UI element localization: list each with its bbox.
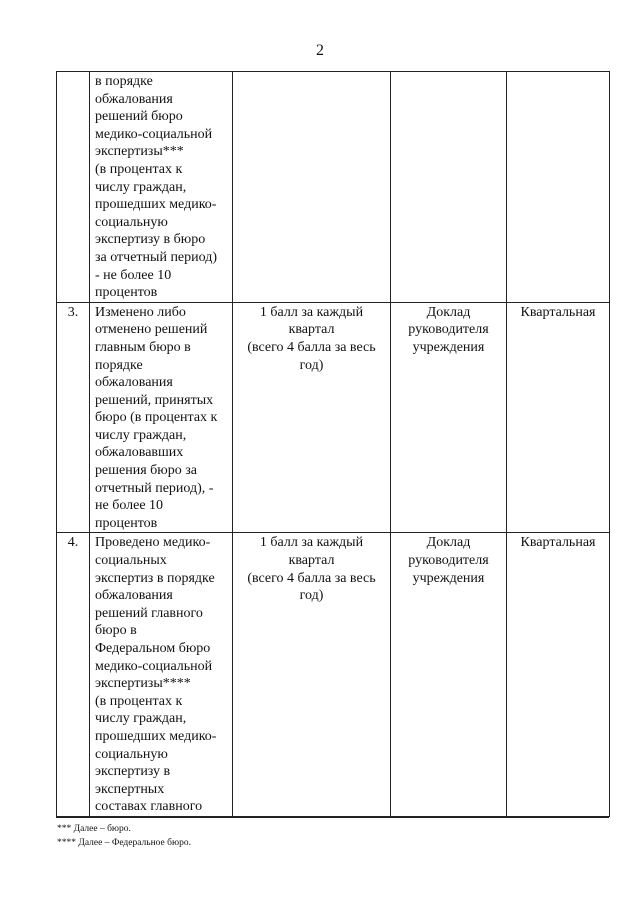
indicator-text-line: (в процентах к — [95, 161, 183, 177]
indicator-text-line: Федеральном бюро — [95, 641, 211, 656]
indicator-text-line: решения бюро за — [95, 463, 197, 479]
indicator-text-line: Изменено либо — [95, 304, 186, 320]
indicator-text-line: отменено решений — [95, 322, 208, 338]
score-text-line: квартал — [288, 322, 335, 338]
indicator-cell — [90, 533, 233, 817]
row-number-cell — [57, 72, 90, 303]
indicator-text-line: бюро (в процентах к — [95, 410, 218, 426]
indicator-text-line: медико-социальной — [95, 658, 213, 674]
table-row — [57, 72, 610, 303]
source-text-line: руководителя — [408, 322, 489, 338]
indicators-table — [56, 71, 610, 817]
indicator-text-line: составах главного — [95, 799, 203, 815]
indicator-text-line: процентов — [95, 515, 158, 531]
score-text-line: (всего 4 балла за весь — [247, 339, 376, 355]
indicator-text-line: бюро в — [95, 623, 137, 639]
period-cell — [507, 302, 610, 533]
source-text-line: учреждения — [412, 570, 485, 586]
indicator-text-line: прошедших медико- — [95, 728, 217, 744]
score-cell — [233, 533, 391, 817]
indicator-text-line: Проведено медико- — [95, 535, 211, 551]
score-text-line: квартал — [288, 553, 335, 569]
indicator-text-line: экспертизу в — [95, 764, 171, 780]
indicator-text-line: главным бюро в — [95, 339, 191, 355]
indicator-text-line: экспертизу в бюро — [95, 232, 206, 248]
row-number: 3. — [67, 304, 79, 320]
indicator-text-line: - не более 10 — [95, 267, 172, 283]
score-text-line: год) — [299, 357, 324, 373]
indicator-text-line: (в процентах к — [95, 693, 183, 709]
source-text-line: Доклад — [426, 535, 471, 551]
period-text: Квартальная — [520, 304, 596, 320]
indicator-cell — [90, 302, 233, 533]
indicator-text-line: отчетный период), - — [95, 480, 214, 496]
score-text-line: 1 балл за каждый — [259, 304, 364, 320]
period-cell — [507, 533, 610, 817]
indicator-text-line: числу граждан, — [95, 179, 187, 195]
indicator-text-line: социальную — [95, 214, 168, 230]
score-cell — [233, 302, 391, 533]
footnotes — [57, 823, 191, 850]
indicator-cell — [90, 72, 233, 303]
source-text-line: руководителя — [408, 553, 489, 569]
source-cell — [391, 302, 507, 533]
indicator-text-line: решений главного — [95, 605, 203, 621]
indicator-text-line: обжалования — [95, 375, 173, 391]
indicator-text-line: в порядке — [95, 74, 153, 89]
indicator-text-line: решений бюро — [95, 109, 183, 125]
table-row — [57, 302, 610, 533]
score-text-line: 1 балл за каждый — [259, 535, 364, 551]
indicator-text-line: экспертизы*** — [95, 144, 184, 160]
source-cell — [391, 533, 507, 817]
indicator-text-line: обжаловавших — [95, 445, 184, 461]
period-cell — [507, 72, 610, 303]
footnote-2: **** Далее – Федеральное бюро. — [57, 837, 191, 848]
indicator-text-line: числу граждан, — [95, 711, 187, 727]
indicator-text-line: за отчетный период) — [95, 249, 218, 265]
indicator-text-line: обжалования — [95, 588, 173, 604]
indicator-text-line: обжалования — [95, 91, 173, 107]
indicator-text-line: социальную — [95, 746, 168, 762]
indicator-text-line: числу граждан, — [95, 427, 187, 443]
score-text-line: (всего 4 балла за весь — [247, 570, 376, 586]
source-cell — [391, 72, 507, 303]
indicator-text-line: порядке — [95, 357, 143, 373]
footnote-divider — [56, 817, 609, 818]
row-number-cell — [57, 533, 90, 817]
source-text-line: Доклад — [426, 304, 471, 320]
indicator-text-line: экспертных — [95, 781, 165, 797]
indicator-text-line: прошедших медико- — [95, 197, 217, 213]
period-text: Квартальная — [520, 535, 596, 551]
row-number-cell — [57, 302, 90, 533]
row-number: 4. — [67, 535, 79, 551]
footnote-1: *** Далее – бюро. — [57, 824, 131, 834]
page-number: 2 — [316, 42, 324, 59]
indicator-text-line: экспертиз в порядке — [95, 570, 215, 586]
indicator-text-line: решений, принятых — [95, 392, 214, 408]
indicator-text-line: медико-социальной — [95, 126, 213, 142]
table-row — [57, 533, 610, 817]
source-text-line: учреждения — [412, 339, 485, 355]
indicator-text-line: процентов — [95, 285, 158, 301]
score-cell — [233, 72, 391, 303]
indicator-text-line: социальных — [95, 553, 167, 569]
score-text-line: год) — [299, 588, 324, 604]
indicator-text-line: не более 10 — [95, 498, 164, 514]
indicator-text-line: экспертизы**** — [95, 676, 191, 692]
